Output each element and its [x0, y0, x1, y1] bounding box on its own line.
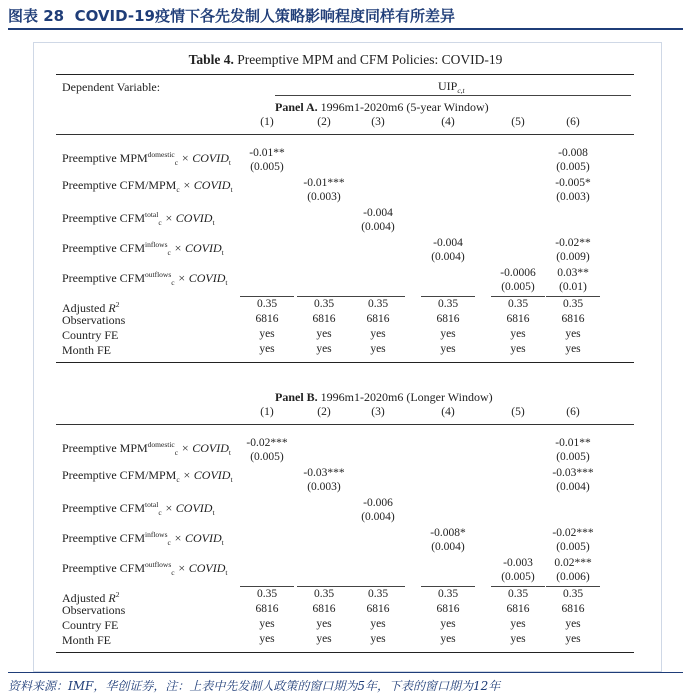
stat-cell: yes [565, 343, 581, 355]
coef-cell: -0.004 [363, 207, 393, 219]
adjr2-symbol: R [108, 301, 116, 315]
row-label-part: c [171, 278, 175, 287]
covid-sub: t [228, 158, 231, 167]
coef-cell: -0.03*** [303, 467, 345, 479]
stat-cell: 0.35 [562, 588, 584, 600]
covid-term: × COVID [181, 441, 229, 455]
stat-cell: 6816 [366, 603, 390, 615]
covid-sub: t [212, 508, 215, 517]
se-cell: (0.005) [501, 571, 535, 583]
stat-cell: yes [440, 328, 456, 340]
column-header: (4) [441, 116, 455, 128]
row-label-part: outflows [145, 560, 172, 569]
adjr2-text: Adjusted [62, 301, 106, 315]
column-rule [546, 586, 600, 587]
se-cell: (0.005) [556, 161, 590, 173]
stat-cell: yes [370, 618, 386, 630]
covid-term: × COVID [182, 178, 231, 192]
panel-bottom-rule [56, 652, 634, 653]
column-header: (6) [566, 116, 580, 128]
se-cell: (0.004) [361, 511, 395, 523]
stat-cell: 0.35 [313, 588, 335, 600]
row-label-part: domestic [147, 150, 175, 159]
stat-cell: 0.35 [562, 298, 584, 310]
panel-header-rule [56, 134, 634, 135]
column-rule [546, 296, 600, 297]
se-cell: (0.003) [556, 191, 590, 203]
stat-cell: 0.35 [256, 298, 278, 310]
row-label-total [62, 208, 215, 230]
covid-sub: t [225, 568, 228, 577]
column-header: (2) [317, 406, 331, 418]
covid-sub: t [221, 538, 224, 547]
column-header: (3) [371, 406, 385, 418]
covid-term: × COVID [173, 241, 222, 255]
stat-cell: yes [440, 633, 456, 645]
panel-window: 1996m1-2020m6 (Longer Window) [320, 390, 493, 404]
row-label-country_fe: Country FE [62, 618, 119, 632]
column-rule [421, 296, 475, 297]
row-label-part: Preemptive CFM [62, 211, 145, 225]
stat-cell: 0.35 [437, 588, 459, 600]
stat-cell: 6816 [561, 603, 585, 615]
stat-cell: yes [259, 633, 275, 645]
column-rule [491, 296, 545, 297]
top-rule [56, 74, 634, 75]
adjr2-sup: 2 [115, 590, 120, 599]
column-header: (3) [371, 116, 385, 128]
header-rule [8, 28, 683, 30]
panel-title [275, 100, 489, 115]
covid-term: × COVID [164, 501, 213, 515]
column-rule [351, 586, 405, 587]
coef-cell: -0.003 [503, 557, 533, 569]
stat-cell: yes [316, 328, 332, 340]
stat-cell: yes [565, 618, 581, 630]
stat-cell: yes [370, 633, 386, 645]
se-cell: (0.005) [556, 451, 590, 463]
row-label-part: domestic [147, 440, 175, 449]
coef-cell: -0.0006 [500, 267, 536, 279]
panel-header-rule [56, 424, 634, 425]
stat-cell: yes [316, 343, 332, 355]
row-label-obs: Observations [62, 313, 126, 327]
row-label-part: Preemptive MPM [62, 441, 148, 455]
column-rule [491, 586, 545, 587]
row-label-part: c [167, 248, 171, 257]
se-cell: (0.005) [556, 541, 590, 553]
column-header: (5) [511, 406, 525, 418]
se-cell: (0.005) [250, 161, 284, 173]
panel-label: Panel B. [275, 390, 318, 404]
stat-cell: yes [370, 328, 386, 340]
column-header: (5) [511, 116, 525, 128]
covid-term: × COVID [182, 468, 231, 482]
stat-cell: 6816 [312, 603, 336, 615]
covid-term: × COVID [177, 561, 226, 575]
row-label-part: c [167, 538, 171, 547]
row-label-outflows [62, 268, 227, 290]
covid-term: × COVID [181, 151, 229, 165]
row-label-part: c [171, 568, 175, 577]
row-label-part: Preemptive CFM [62, 271, 145, 285]
se-cell: (0.003) [307, 191, 341, 203]
coef-cell: -0.01** [249, 147, 285, 159]
table-title [0, 52, 691, 68]
row-label-month_fe: Month FE [62, 633, 112, 647]
coef-cell: -0.02*** [246, 437, 288, 449]
row-label-part: inflows [145, 530, 168, 539]
column-rule [240, 586, 294, 587]
covid-sub: t [221, 248, 224, 257]
dependent-label: Dependent Variable: [62, 80, 161, 94]
row-label-cfmmpm [62, 178, 233, 197]
covid-sub: t [228, 448, 231, 457]
stat-cell: yes [259, 343, 275, 355]
table-label: Table 4. [188, 52, 234, 67]
stat-cell: yes [440, 343, 456, 355]
coef-cell: 0.02*** [554, 557, 592, 569]
panel-label: Panel A. [275, 100, 318, 114]
stat-cell: 6816 [436, 603, 460, 615]
row-label-inflows [62, 238, 224, 260]
column-header: (4) [441, 406, 455, 418]
stat-cell: yes [565, 328, 581, 340]
column-rule [240, 296, 294, 297]
stat-cell: 6816 [255, 313, 279, 325]
coef-cell: -0.008* [430, 527, 466, 539]
se-cell: (0.01) [559, 281, 587, 293]
covid-term: × COVID [177, 271, 226, 285]
row-label-obs: Observations [62, 603, 126, 617]
stat-cell: 6816 [255, 603, 279, 615]
coef-cell: -0.01*** [303, 177, 345, 189]
figure-header [8, 4, 683, 30]
coef-cell: -0.005* [555, 177, 591, 189]
stat-cell: yes [510, 633, 526, 645]
stat-cell: yes [259, 618, 275, 630]
panel-window: 1996m1-2020m6 (5-year Window) [320, 100, 489, 114]
panel-bottom-rule [56, 362, 634, 363]
figure-title: COVID-19疫情下各先发制人策略影响程度同样有所差异 [74, 7, 455, 25]
coef-cell: 0.03** [557, 267, 589, 279]
stat-cell: 0.35 [367, 588, 389, 600]
coef-cell: -0.006 [363, 497, 393, 509]
covid-sub: t [230, 475, 233, 484]
stat-cell: 0.35 [256, 588, 278, 600]
stat-cell: 0.35 [507, 588, 529, 600]
stat-cell: 0.35 [367, 298, 389, 310]
row-label-part: total [145, 210, 159, 219]
column-rule [421, 586, 475, 587]
stat-cell: yes [316, 618, 332, 630]
stat-cell: yes [370, 343, 386, 355]
row-label-part: total [145, 500, 159, 509]
stat-cell: 0.35 [313, 298, 335, 310]
stat-cell: yes [316, 633, 332, 645]
column-rule [351, 296, 405, 297]
dependent-sub: c,t [457, 86, 465, 95]
dependent-var-text: UIP [438, 79, 458, 93]
adjr2-symbol: R [108, 591, 116, 605]
se-cell: (0.004) [361, 221, 395, 233]
se-cell: (0.005) [250, 451, 284, 463]
panel-title [275, 390, 493, 405]
coef-cell: -0.02** [555, 237, 591, 249]
row-label-mpm [62, 438, 231, 460]
row-label-part: Preemptive CFM [62, 241, 145, 255]
column-header: (1) [260, 406, 274, 418]
row-label-inflows [62, 528, 224, 550]
stat-cell: 6816 [506, 603, 530, 615]
stat-cell: 0.35 [507, 298, 529, 310]
row-label-part: c [174, 448, 179, 457]
row-label-part: Preemptive CFM/MPM [62, 178, 177, 192]
stat-cell: 6816 [366, 313, 390, 325]
row-label-month_fe: Month FE [62, 343, 112, 357]
column-header: (2) [317, 116, 331, 128]
coef-cell: -0.004 [433, 237, 463, 249]
row-label-part: Preemptive CFM [62, 531, 145, 545]
stat-cell: yes [510, 618, 526, 630]
row-label-mpm [62, 148, 231, 170]
row-label-part: Preemptive CFM [62, 561, 145, 575]
row-label-outflows [62, 558, 227, 580]
coef-cell: -0.03*** [552, 467, 594, 479]
row-label-part: Preemptive CFM/MPM [62, 468, 177, 482]
stat-cell: yes [259, 328, 275, 340]
stat-cell: yes [565, 633, 581, 645]
row-label-part: c [176, 185, 180, 194]
covid-term: × COVID [164, 211, 213, 225]
coef-cell: -0.008 [558, 147, 588, 159]
se-cell: (0.004) [556, 481, 590, 493]
row-label-part: outflows [145, 270, 172, 279]
row-label-part: c [174, 158, 179, 167]
row-label-part: c [158, 508, 162, 517]
row-label-part: Preemptive CFM [62, 501, 145, 515]
figure-label: 图表 28 [8, 7, 65, 25]
source-footer: 资料来源：IMF，华创证券，注：上表中先发制人政策的窗口期为5年，下表的窗口期为12年 [8, 672, 683, 694]
stat-cell: yes [510, 328, 526, 340]
se-cell: (0.003) [307, 481, 341, 493]
covid-sub: t [225, 278, 228, 287]
se-cell: (0.004) [431, 541, 465, 553]
row-label-part: c [176, 475, 180, 484]
column-header: (1) [260, 116, 274, 128]
row-label-total [62, 498, 215, 520]
stat-cell: 6816 [312, 313, 336, 325]
adjr2-sup: 2 [115, 300, 120, 309]
se-cell: (0.004) [431, 251, 465, 263]
coef-cell: -0.01** [555, 437, 591, 449]
coef-cell: -0.02*** [552, 527, 594, 539]
row-label-country_fe: Country FE [62, 328, 119, 342]
column-rule [297, 296, 351, 297]
se-cell: (0.009) [556, 251, 590, 263]
row-label-part: inflows [145, 240, 168, 249]
stat-cell: yes [510, 343, 526, 355]
covid-sub: t [212, 218, 215, 227]
stat-cell: yes [440, 618, 456, 630]
column-header: (6) [566, 406, 580, 418]
se-cell: (0.005) [501, 281, 535, 293]
adjr2-text: Adjusted [62, 591, 106, 605]
stat-cell: 6816 [506, 313, 530, 325]
stat-cell: 6816 [561, 313, 585, 325]
row-label-part: Preemptive MPM [62, 151, 148, 165]
stat-cell: 0.35 [437, 298, 459, 310]
covid-term: × COVID [173, 531, 222, 545]
row-label-cfmmpm [62, 468, 233, 487]
dependent-rule [275, 95, 631, 96]
table-title-text: Preemptive MPM and CFM Policies: COVID-19 [237, 52, 503, 67]
column-rule [297, 586, 351, 587]
stat-cell: 6816 [436, 313, 460, 325]
row-label-part: c [158, 218, 162, 227]
covid-sub: t [230, 185, 233, 194]
se-cell: (0.006) [556, 571, 590, 583]
